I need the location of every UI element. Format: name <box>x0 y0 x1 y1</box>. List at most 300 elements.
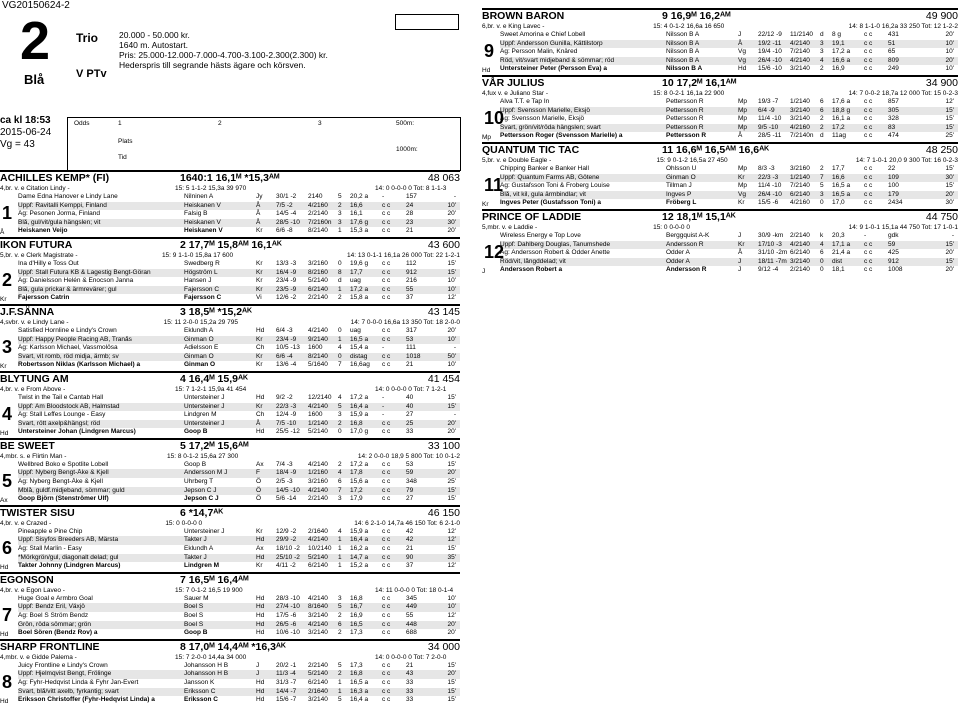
table-row <box>500 241 958 250</box>
table-row <box>500 199 958 208</box>
table-cell: Blå, gul/vit/gula hängslen; vit <box>18 218 101 226</box>
table-cell: 20' <box>447 210 456 218</box>
table-cell: c c <box>864 115 873 123</box>
table-cell: 20' <box>447 326 456 334</box>
horse-record: 2 17,7ᴹ 15,8ᴬᴹ 16,1ᴬᴷ <box>180 238 282 251</box>
table-cell: Kr <box>256 402 263 410</box>
table-row <box>18 679 460 688</box>
table-cell: 15' <box>447 486 456 494</box>
table-cell: 3/2140 <box>790 257 810 265</box>
table-cell: 28/3 -10 <box>276 594 300 602</box>
horse-meta <box>0 654 460 662</box>
table-cell: Kr <box>256 352 263 360</box>
table-cell: Å <box>256 419 261 427</box>
table-cell: 22/3 -3 <box>276 402 297 410</box>
table-cell: Heiskanen V <box>184 218 221 226</box>
table-cell: 1/2140 <box>790 97 810 105</box>
table-cell: 2 <box>820 65 824 73</box>
table-cell: 25/5 -12 <box>276 428 300 436</box>
table-cell: Pettersson R <box>666 132 707 140</box>
table-row <box>18 394 460 403</box>
table-row <box>500 98 958 107</box>
table-cell: 2 <box>338 419 342 427</box>
table-cell: Andersson Robert a <box>500 266 563 274</box>
table-row <box>18 612 460 621</box>
table-cell: Pineapple e Pine Chip <box>18 527 83 535</box>
horse-name: BE SWEET <box>0 439 55 452</box>
table-cell: 16,5 a <box>350 335 369 343</box>
start-rows <box>500 98 958 141</box>
table-cell: Satisfied Hornline e Lindy's Crown <box>18 326 117 334</box>
table-cell: 4/2140 <box>790 39 810 47</box>
table-cell: Hd <box>256 393 265 401</box>
table-cell: - <box>382 393 385 401</box>
table-cell: 6/4 -9 <box>758 106 775 114</box>
table-cell: Lindgren M <box>184 411 217 419</box>
table-row <box>500 107 958 116</box>
table-cell: 2/2140 <box>308 495 328 503</box>
table-cell: Ö <box>256 486 262 494</box>
table-cell: 6/2140 <box>308 562 328 570</box>
table-cell: 19/3 -7 <box>758 97 779 105</box>
table-cell: 317 <box>406 326 417 334</box>
table-cell: 5/2140 <box>308 428 328 436</box>
horse-record: 10 17,2ᴹ 16,1ᴬᴹ <box>662 76 737 89</box>
table-cell: 4/2140 <box>308 460 328 468</box>
horse-meta <box>0 185 460 193</box>
table-cell: 9/12 -4 <box>758 266 779 274</box>
table-cell: F <box>256 469 260 477</box>
horse-title <box>0 237 460 252</box>
table-cell: 21 <box>406 661 414 669</box>
table-cell: - <box>382 344 385 352</box>
table-cell: 19,6 g <box>350 259 369 267</box>
table-cell: c c <box>382 227 391 235</box>
table-row <box>18 327 460 336</box>
table-cell: 7/2140n <box>790 132 814 140</box>
table-cell: 3 <box>820 190 824 198</box>
table-cell: Uppf: Bendz Eril, Växjö <box>18 603 85 611</box>
table-cell: 10' <box>447 285 456 293</box>
table-cell: 22/12 -9 <box>758 31 782 38</box>
start-vg: Vg = 43 <box>0 139 35 150</box>
table-cell: 15,9 a <box>350 411 369 419</box>
table-cell: c c <box>864 39 873 47</box>
table-cell: Hd <box>256 553 265 561</box>
horse-meta <box>482 23 958 31</box>
table-cell: 688 <box>406 629 417 637</box>
table-cell: Fajersson Catrin <box>18 294 70 302</box>
table-cell: 12/9 -2 <box>276 527 297 535</box>
table-cell: 425 <box>888 249 899 257</box>
table-cell: Vg <box>738 48 746 56</box>
horse-record: 12 18,1ᴹ 15,1ᴬᴷ <box>662 210 736 223</box>
table-cell: Andersson M J <box>184 469 228 477</box>
race-number: 2 <box>20 11 51 71</box>
table-cell: c c <box>382 469 391 477</box>
table-cell: 8 <box>338 268 342 276</box>
table-cell: 4/2160 <box>308 201 328 209</box>
start-number: 6 <box>2 537 13 558</box>
table-cell: c c <box>864 182 873 190</box>
table-cell: 31/3 -7 <box>276 678 297 686</box>
table-cell: 37 <box>406 294 414 302</box>
table-cell: Boel Sören (Bendz Rov) a <box>18 629 98 637</box>
table-cell: Ginman O <box>184 335 214 343</box>
table-cell: 5/6 -14 <box>276 495 297 503</box>
table-cell: 16,1 <box>350 210 363 218</box>
table-cell: 12' <box>447 562 456 570</box>
table-cell: 20' <box>945 190 954 198</box>
horse-title <box>0 572 460 587</box>
table-cell: 15' <box>447 495 456 503</box>
table-cell: 17,6 a <box>832 97 851 105</box>
table-cell: 23/4 -9 <box>276 335 297 343</box>
table-cell: 2 <box>338 460 342 468</box>
table-cell: 912 <box>406 268 417 276</box>
table-cell: 328 <box>888 115 899 123</box>
table-cell: Chipping Banker e Banker Hall <box>500 164 589 172</box>
table-cell: Huge Goal e Armbro Goal <box>18 594 93 602</box>
table-cell: 0 <box>820 266 824 274</box>
horse-entry <box>0 505 460 571</box>
table-cell: J <box>256 670 260 678</box>
table-cell: c c <box>864 249 873 257</box>
table-cell: 16,5 a <box>832 190 851 198</box>
table-cell: 17,0 g <box>350 428 369 436</box>
table-cell: 20,3 <box>832 231 845 239</box>
table-cell: 24 <box>406 201 414 209</box>
table-cell: 3/2140 <box>308 696 328 704</box>
table-cell: 12' <box>447 527 456 535</box>
horse-name: VÅR JULIUS <box>482 76 545 89</box>
table-cell: c c <box>382 210 391 218</box>
table-cell: Jy <box>256 193 263 200</box>
start-date: 2015-06-24 <box>0 127 52 138</box>
table-cell: c c <box>864 106 873 114</box>
table-cell: 16,9 <box>832 65 845 73</box>
table-cell: 12' <box>447 536 456 544</box>
table-cell: 6/6 -8 <box>276 227 293 235</box>
table-row <box>18 361 460 370</box>
race-info-line: Pris: 25.000-12.000-7.000-4.700-3.100-2.300(2.300) kr. <box>119 50 328 60</box>
table-cell: 16,1 a <box>832 115 851 123</box>
table-row <box>18 562 460 571</box>
table-row <box>18 277 460 286</box>
table-row <box>18 487 460 496</box>
horse-stats-14: 14: 9 1-0-1 15,1a 44 750 Tot: 17 1-0-1 <box>848 223 958 231</box>
horse-entry <box>0 572 460 638</box>
table-cell: 8/2140 <box>308 227 328 235</box>
table-cell: c c <box>382 419 391 427</box>
table-cell: 3 <box>338 210 342 218</box>
table-cell: 6 <box>820 106 824 114</box>
table-cell: 16,5 <box>350 620 363 628</box>
table-cell: 33 <box>406 687 414 695</box>
table-cell: 16,4 a <box>350 696 369 704</box>
table-cell: 112 <box>406 259 417 267</box>
table-cell: 33 <box>406 678 414 686</box>
table-cell: Uhrberg T <box>184 478 214 486</box>
horse-breed: 4,mbr. s. e Flirtin Man - <box>0 452 67 460</box>
table-cell: 4/2140 <box>790 240 810 248</box>
table-cell: 18,1 <box>832 266 845 274</box>
table-cell: 2 <box>338 294 342 302</box>
table-row <box>500 31 958 40</box>
horse-stats-15: 15: 9 0-1-2 16,5a 27 450 <box>656 156 728 164</box>
start-rows <box>500 232 958 275</box>
table-cell: 15' <box>945 115 954 123</box>
table-cell: 15' <box>447 678 456 686</box>
table-cell: 17,7 <box>832 164 845 172</box>
table-cell: Uppf: Happy People Racing AB, Tranås <box>18 335 132 343</box>
table-row <box>500 165 958 174</box>
table-cell: Pettersson R <box>666 97 704 105</box>
table-cell: Eklundh A <box>184 326 214 334</box>
horse-entry <box>482 142 958 208</box>
table-cell: 15' <box>447 402 456 410</box>
table-cell: 0 <box>820 199 824 207</box>
table-cell: 40 <box>406 402 414 410</box>
table-cell: - <box>382 193 385 200</box>
table-row <box>18 286 460 295</box>
table-cell: Äg: Danielsson Helén & Enocson Janna <box>18 277 134 285</box>
table-cell: d <box>820 132 824 140</box>
horse-entry <box>482 209 958 275</box>
table-cell: 33 <box>406 696 414 704</box>
table-cell: c c <box>382 670 391 678</box>
table-cell: 7/2140 <box>790 48 810 56</box>
table-cell: Boel S <box>184 612 204 619</box>
table-cell: 40 <box>406 393 414 401</box>
table-cell: Juicy Frontline e Lindy's Crown <box>18 661 108 669</box>
table-cell: Nilsson B A <box>666 48 700 56</box>
table-cell: Fajersson C <box>184 285 220 293</box>
table-cell: - <box>382 402 385 410</box>
horse-stats-15: 15: 5 1-1-2 15,3a 39 970 <box>175 185 247 192</box>
table-cell: J <box>738 257 742 265</box>
table-cell: Eriksson C <box>184 687 216 695</box>
table-cell: 12' <box>447 294 456 302</box>
table-cell: 18,8 g <box>832 106 851 114</box>
table-cell: 83 <box>888 123 896 131</box>
table-cell: 10' <box>447 361 456 369</box>
table-cell: 19/2 -11 <box>758 39 782 47</box>
table-cell: c c <box>382 460 391 468</box>
table-cell: 9/2 -2 <box>276 393 293 401</box>
table-cell: 100 <box>888 182 899 190</box>
horse-prize: 34 900 <box>925 76 958 89</box>
horse-meta <box>482 224 958 232</box>
table-cell: 21 <box>406 361 414 369</box>
table-cell: 10/5 -13 <box>276 344 300 352</box>
table-cell: Dame Edna Hanover e Lindy Lane <box>18 193 118 200</box>
table-cell: 20' <box>945 266 954 274</box>
horse-stats-14: 14: 11 0-0-0 0 Tot: 18 0-1-4 <box>375 586 454 594</box>
table-row <box>18 545 460 554</box>
right-column <box>482 8 958 276</box>
table-cell: - <box>453 193 456 200</box>
table-cell: 53 <box>406 460 414 468</box>
table-row <box>18 495 460 504</box>
table-cell: 17/10 -3 <box>758 240 782 248</box>
table-cell: c c <box>382 277 391 285</box>
table-cell: 16,8 <box>350 670 363 678</box>
table-cell: Svart, blå/vitt axelb, fyrkantig; svart <box>18 687 119 695</box>
table-cell: J <box>738 31 742 38</box>
horse-stats-14: 14: 8 1-1-0 16,2a 33 250 Tot: 12 1-2-2 <box>848 23 958 30</box>
table-cell: 1008 <box>888 266 903 274</box>
table-cell: Ö <box>256 478 262 486</box>
table-cell: Pettersson Roger (Svensson Marielle) a <box>500 132 623 140</box>
table-cell: Jansson K <box>184 678 215 686</box>
start-rows <box>18 193 460 236</box>
home-track: J <box>482 267 486 275</box>
table-cell: Kr <box>256 335 263 343</box>
table-cell: 30/1 -2 <box>276 193 297 200</box>
table-cell: 17,2 <box>832 123 845 131</box>
table-cell: 345 <box>406 594 417 602</box>
table-cell: 5/2140 <box>308 670 328 678</box>
table-row <box>18 696 460 705</box>
table-cell: Uppf: Am Bloodstock AB, Halmstad <box>18 402 120 410</box>
plats-label: Plats <box>118 138 133 145</box>
table-row <box>18 403 460 412</box>
table-cell: Mblå, guldf.midjeband, sömmar; guld <box>18 486 125 494</box>
table-cell: 157 <box>406 193 417 200</box>
table-cell: 22/3 -3 <box>758 173 779 181</box>
table-cell: 17,8 <box>350 469 363 477</box>
table-cell: Uppf: Stall Futura KB & Lagestig Bengt-Göran <box>18 268 151 276</box>
table-row <box>18 428 460 437</box>
table-cell: 1600 <box>308 344 323 352</box>
table-cell: 2434 <box>888 199 903 207</box>
table-cell: 79 <box>406 486 414 494</box>
table-cell: 3/2160 <box>790 164 810 172</box>
table-cell: 448 <box>406 620 417 628</box>
table-cell: 474 <box>888 132 899 140</box>
table-cell: Ch <box>256 411 265 419</box>
table-cell: Kr <box>256 361 263 369</box>
table-cell: 1 <box>338 687 342 695</box>
table-cell: c c <box>382 527 391 535</box>
table-cell: 5 <box>820 182 824 190</box>
table-cell: 17,7 <box>350 268 363 276</box>
table-cell: 1 <box>338 227 342 235</box>
horse-meta <box>0 520 460 528</box>
table-cell: c c <box>864 48 873 56</box>
table-cell: 1 <box>338 562 342 570</box>
home-track: Ax <box>0 496 8 504</box>
table-cell: Eklundh A <box>184 545 214 553</box>
table-cell: c c <box>864 240 873 248</box>
table-cell: Untersteiner J <box>184 419 225 427</box>
table-cell: Wireless Energy e Top Love <box>500 231 581 239</box>
table-cell: 15' <box>945 182 954 190</box>
table-cell: Hd <box>256 428 265 436</box>
col-2: 2 <box>218 120 222 127</box>
table-cell: Uppf: Quantum Farms AB, Götene <box>500 173 600 181</box>
horse-title <box>482 75 958 90</box>
table-cell: Grön, röda sömmar; grön <box>18 620 91 628</box>
table-cell: Berggquist A-K <box>666 231 710 239</box>
table-cell: 29/9 -2 <box>276 536 297 544</box>
table-cell: 0 <box>338 259 342 267</box>
table-cell: 30' <box>945 199 954 207</box>
table-cell: 16,6 <box>832 173 845 181</box>
table-row <box>18 469 460 478</box>
table-cell: Svart, vit romb, röd midja, ärmb; sv <box>18 352 119 360</box>
horse-stats-14: 14: 7 0-0-2 18,7a 12 000 Tot: 15 0-2-3 <box>848 89 958 97</box>
table-cell: 17,0 <box>832 199 845 207</box>
table-cell: Tillman J <box>666 182 692 190</box>
horse-record: 1640:1 16,1ᴹ *15,3ᴬᴹ <box>180 172 280 184</box>
table-cell: Äg: Gustafsson Toni & Froberg Louise <box>500 182 610 190</box>
table-cell: 2 <box>338 629 342 637</box>
horse-name: BLYTUNG AM <box>0 372 69 385</box>
table-cell: c c <box>864 257 873 265</box>
table-cell: 179 <box>888 190 899 198</box>
home-track: Hd <box>0 563 9 571</box>
table-cell: Untersteiner J <box>184 393 225 401</box>
table-cell: Äg: Nyberg Bengt-Åke & Kjell <box>18 478 103 486</box>
table-cell: 8 g <box>832 31 842 38</box>
table-cell: 17,2 a <box>350 460 369 468</box>
horse-name: TWISTER SISU <box>0 506 75 519</box>
start-number: 3 <box>2 336 13 357</box>
table-cell: - <box>453 344 456 352</box>
table-cell: 5/2140 <box>308 277 328 285</box>
table-row <box>18 411 460 420</box>
table-cell: Twist in the Tail e Cantab Hall <box>18 393 104 401</box>
start-number: 8 <box>2 671 13 692</box>
table-row <box>18 420 460 429</box>
table-cell: 18/10 -2 <box>276 545 300 553</box>
table-cell: 18/11 -7m <box>758 257 787 265</box>
table-cell: c c <box>382 335 391 343</box>
table-cell: c c <box>382 661 391 669</box>
table-cell: Äg: Persson Malin, Knäred <box>500 48 578 56</box>
start-number: 1 <box>2 203 13 223</box>
table-cell: 20' <box>447 419 456 427</box>
horse-meta <box>0 319 460 327</box>
table-cell: 2/5 -3 <box>276 478 293 486</box>
table-cell: Andersson R <box>666 240 704 248</box>
table-cell: 4 <box>338 469 342 477</box>
table-cell: Kr <box>256 259 263 267</box>
table-cell: Untersteiner Johan (Lindgren Marcus) <box>18 428 136 436</box>
table-cell: c c <box>864 164 873 172</box>
table-row <box>500 191 958 200</box>
table-cell: Äg: Stall Leffes Lounge - Easy <box>18 411 106 419</box>
horse-title <box>482 209 958 224</box>
horse-title <box>0 371 460 386</box>
horse-title <box>0 170 460 185</box>
table-cell: 4/2160 <box>790 123 810 131</box>
table-cell: 6 <box>820 249 824 257</box>
table-cell: 17,1 a <box>832 240 851 248</box>
table-cell: 3 <box>338 495 342 503</box>
table-cell: 3/2140 <box>790 106 810 114</box>
table-cell: Kr <box>256 277 263 285</box>
table-cell: Äg: Stall Marlin - Easy <box>18 545 82 553</box>
table-cell: Blå, gula prickar & ärmrevärer; gul <box>18 285 117 293</box>
home-track: Hd <box>0 630 9 638</box>
table-cell: Adielsson E <box>184 344 219 352</box>
table-cell: 109 <box>888 173 899 181</box>
table-cell: Hd <box>256 612 265 619</box>
table-row <box>18 353 460 362</box>
